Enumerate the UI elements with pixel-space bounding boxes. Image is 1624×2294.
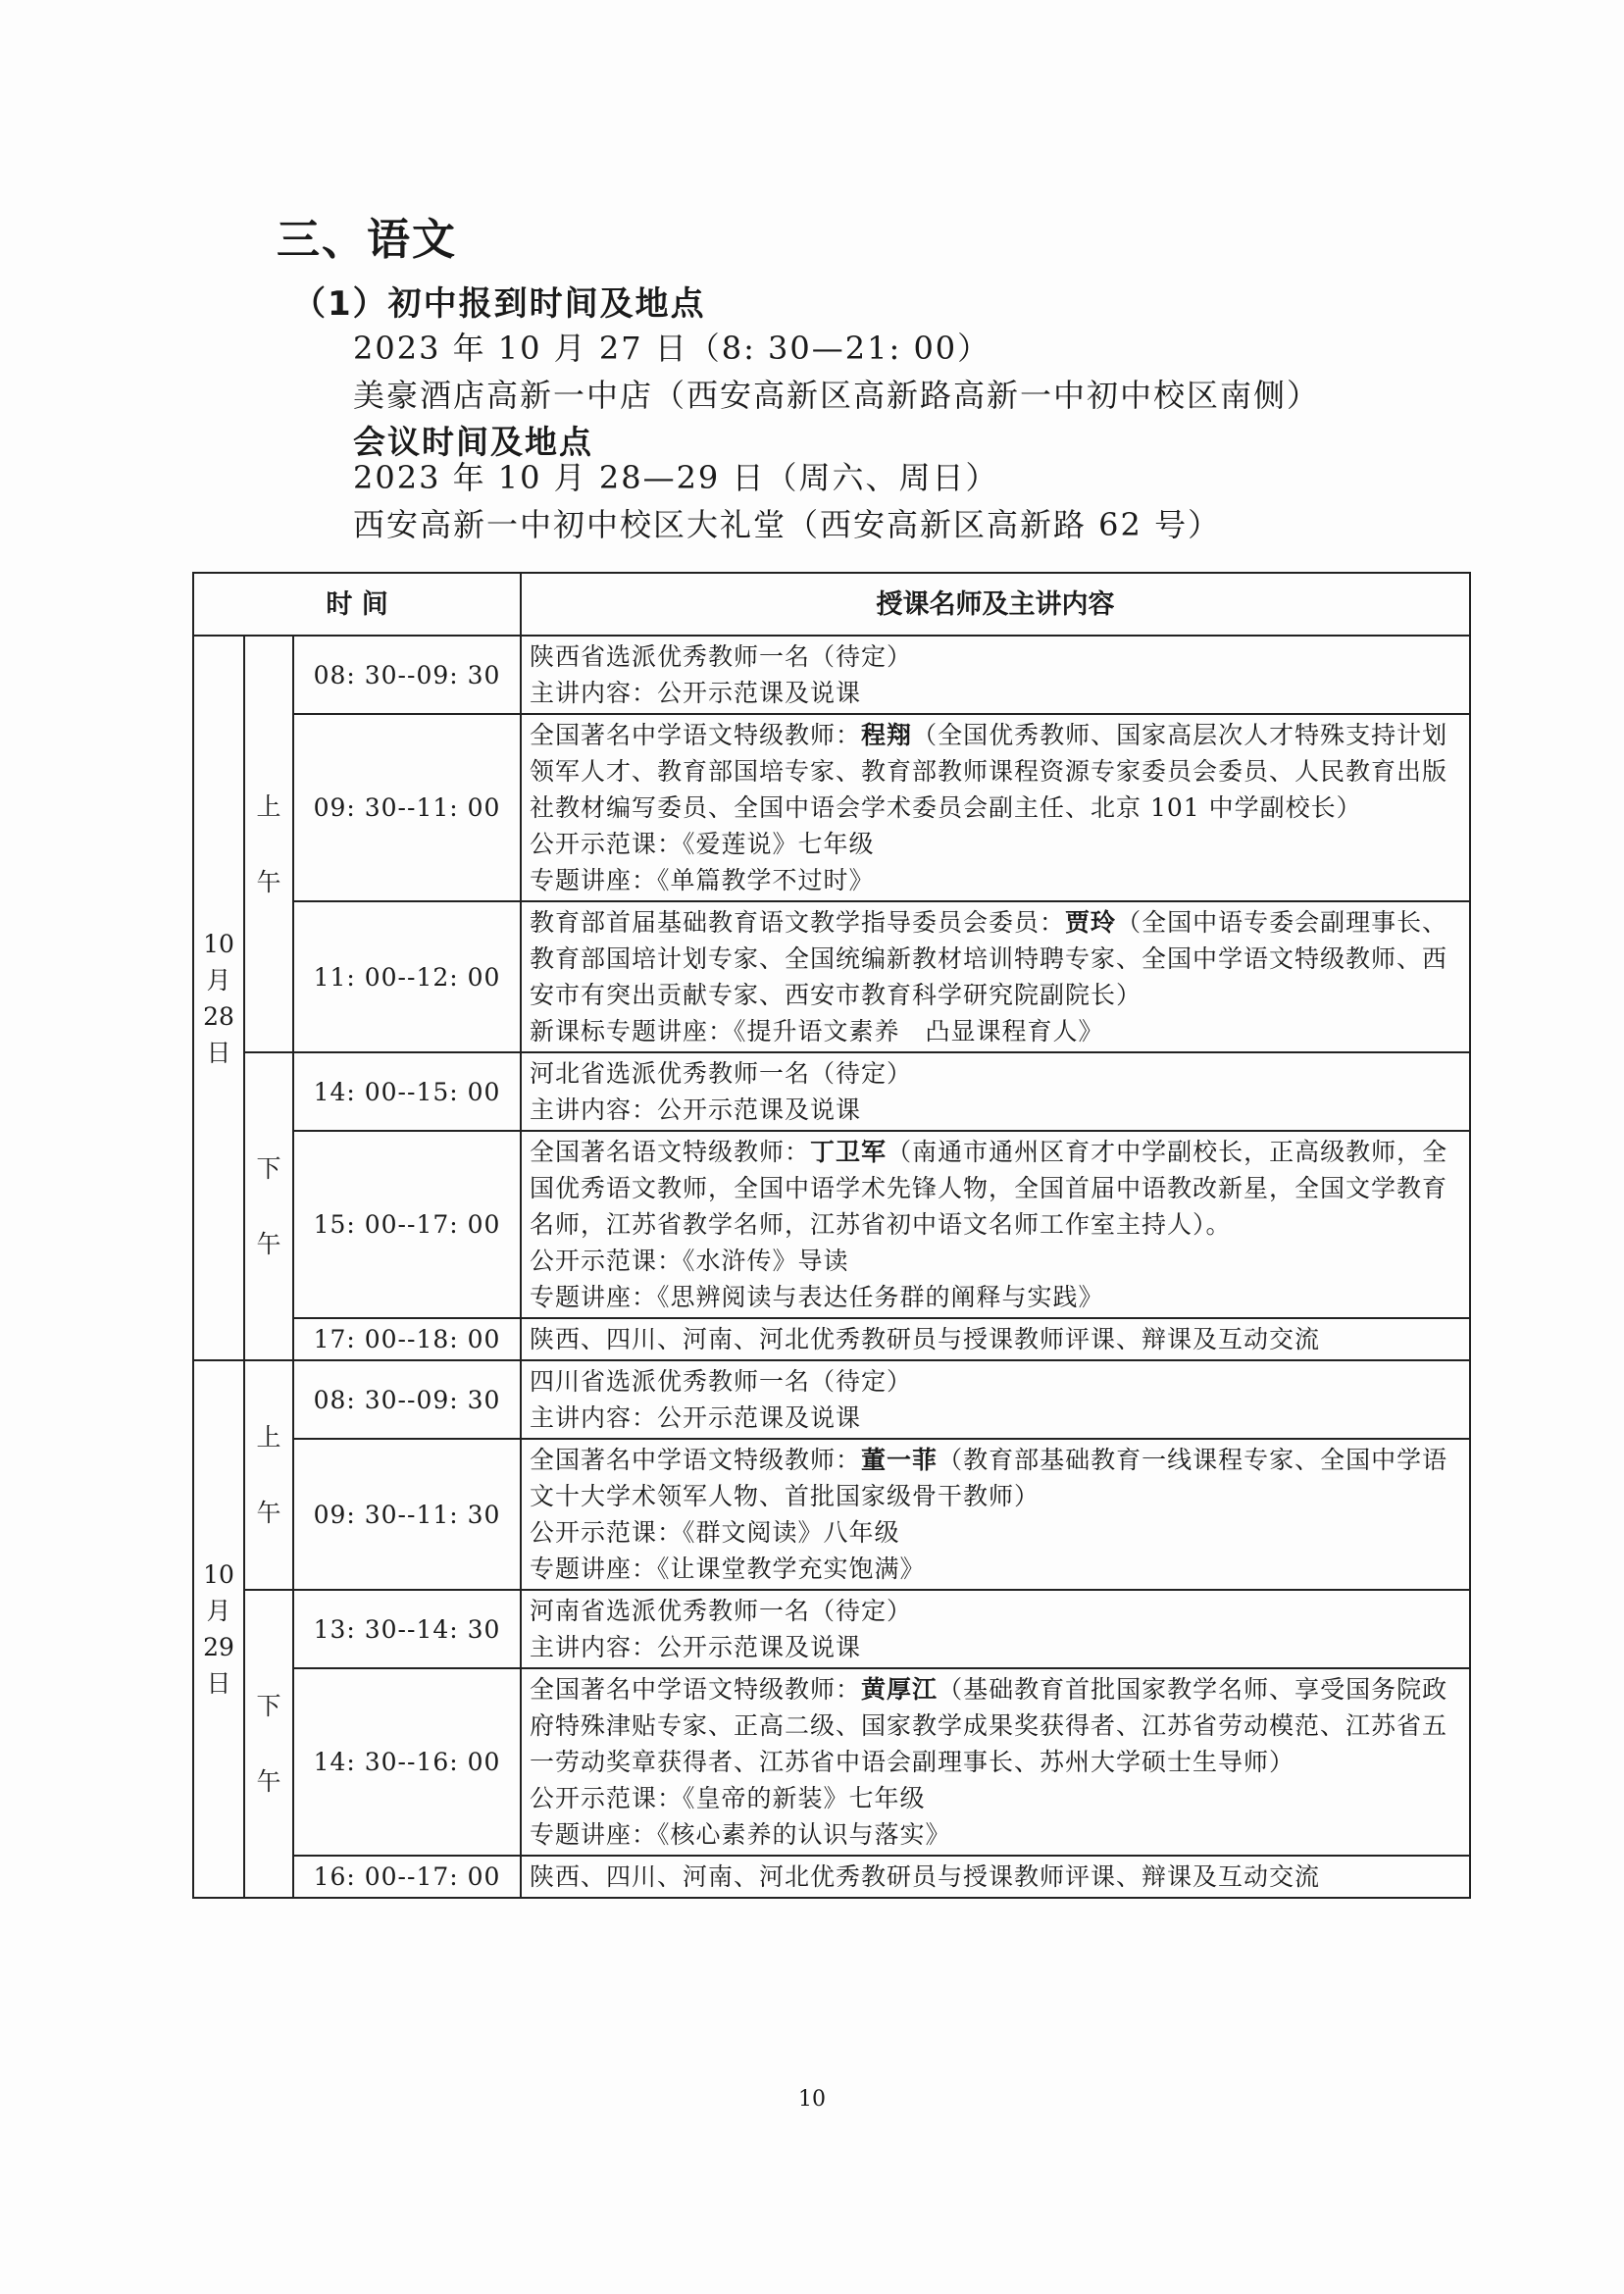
half-day-char: 下 <box>256 1692 281 1720</box>
session-detail: 专题讲座：《单篇教学不过时》 <box>530 866 875 894</box>
header-content: 授课名师及主讲内容 <box>521 573 1470 636</box>
meeting-time: 2023 年 10 月 28—29 日（周六、周日） <box>353 459 999 496</box>
date-char: 10 <box>203 929 234 958</box>
schedule-body <box>193 636 1470 1898</box>
session-lead: 全国著名中学语文特级教师： <box>530 721 862 749</box>
checkin-time: 2023 年 10 月 27 日（8: 30—21: 00） <box>353 330 991 367</box>
session-lead: 河北省选派优秀教师一名（待定） <box>530 1059 913 1088</box>
table-row <box>193 901 1470 1052</box>
session-intro <box>530 904 1461 1013</box>
session-lead: 教育部首届基础教育语文教学指导委员会委员： <box>530 908 1066 937</box>
session-detail: 公开示范课：《皇帝的新装》七年级 <box>530 1784 926 1812</box>
table-row <box>193 1131 1470 1318</box>
header-time: 时 间 <box>193 573 521 636</box>
session-time: 17: 00--18: 00 <box>293 1318 521 1360</box>
session-detail: 专题讲座：《核心素养的认识与落实》 <box>530 1820 951 1849</box>
table-row <box>193 636 1470 714</box>
session-intro <box>530 1859 1461 1895</box>
date-cell <box>193 1360 244 1898</box>
teacher-name: 丁卫军 <box>810 1138 888 1166</box>
date-char: 29 <box>203 1633 234 1661</box>
session-detail: 主讲内容：公开示范课及说课 <box>530 1403 862 1432</box>
half-day-char: 午 <box>256 1767 281 1796</box>
teacher-bio: （南通市通州区育才中学副校长，正高级教师，全国优秀语文教师，全国中语学术先锋人物，全国首届中语教改新星，全国文学教育名师，江苏省教学名师，江苏省初中语文名师工作室主持人）。 <box>530 1138 1448 1239</box>
session-time: 11: 00--12: 00 <box>293 901 521 1052</box>
session-intro <box>530 717 1461 826</box>
session-lead: 陕西省选派优秀教师一名（待定） <box>530 642 913 671</box>
session-time: 14: 00--15: 00 <box>293 1052 521 1131</box>
page-number: 10 <box>798 2087 826 2112</box>
session-lead: 四川省选派优秀教师一名（待定） <box>530 1367 913 1396</box>
table-header-row <box>193 573 1470 636</box>
date-char: 月 <box>206 965 231 994</box>
half-day-char: 午 <box>256 867 281 896</box>
session-detail: 主讲内容：公开示范课及说课 <box>530 1096 862 1124</box>
session-intro <box>530 1671 1461 1780</box>
teacher-name: 董一菲 <box>861 1446 939 1474</box>
session-time: 16: 00--17: 00 <box>293 1856 521 1898</box>
schedule-table <box>192 572 1471 1899</box>
session-time: 09: 30--11: 30 <box>293 1439 521 1590</box>
half-day-char: 上 <box>256 1423 281 1452</box>
session-detail: 公开示范课：《爱莲说》七年级 <box>530 830 875 858</box>
session-content <box>521 1360 1470 1439</box>
session-content <box>521 1668 1470 1856</box>
session-intro <box>530 1055 1461 1092</box>
session-content <box>521 636 1470 714</box>
session-detail: 主讲内容：公开示范课及说课 <box>530 679 862 707</box>
meeting-label: 会议时间及地点 <box>353 423 593 461</box>
teacher-bio: （基础教育首批国家教学名师、享受国务院政府特殊津贴专家、正高二级、国家教学成果奖获得者、江苏省劳动模范、江苏省五一劳动奖章获得者、江苏省中语会副理事长、苏州大学硕士生导师） <box>530 1675 1448 1776</box>
half-day-char: 午 <box>256 1230 281 1258</box>
session-intro <box>530 1134 1461 1243</box>
session-content <box>521 1318 1470 1360</box>
teacher-name: 黄厚江 <box>861 1675 939 1704</box>
session-detail: 主讲内容：公开示范课及说课 <box>530 1633 862 1661</box>
date-char: 日 <box>206 1669 231 1698</box>
half-day-cell <box>244 1360 293 1590</box>
teacher-bio: （全国优秀教师、国家高层次人才特殊支持计划领军人才、教育部国培专家、教育部教师课程资源专家委员会委员、人民教育出版社教材编写委员、全国中语会学术委员会副主任、北京 101 中学副校长） <box>530 721 1448 822</box>
date-char: 10 <box>203 1560 234 1589</box>
session-intro <box>530 1442 1461 1514</box>
session-time: 14: 30--16: 00 <box>293 1668 521 1856</box>
session-lead: 全国著名中学语文特级教师： <box>530 1446 862 1474</box>
session-detail: 新课标专题讲座：《提升语文素养 凸显课程育人》 <box>530 1017 1104 1045</box>
table-row <box>193 1052 1470 1131</box>
session-detail: 公开示范课：《水浒传》导读 <box>530 1247 849 1275</box>
table-row <box>193 1668 1470 1856</box>
session-intro <box>530 1593 1461 1629</box>
date-char: 日 <box>206 1038 231 1067</box>
session-lead: 陕西、四川、河南、河北优秀教研员与授课教师评课、辩课及互动交流 <box>530 1862 1321 1891</box>
session-content <box>521 714 1470 901</box>
table-row <box>193 1360 1470 1439</box>
session-time: 08: 30--09: 30 <box>293 636 521 714</box>
subsection-title: （1）初中报到时间及地点 <box>292 284 706 324</box>
session-detail: 专题讲座：《让课堂教学充实饱满》 <box>530 1555 926 1583</box>
date-char: 28 <box>203 1001 234 1031</box>
session-lead: 全国著名中学语文特级教师： <box>530 1675 862 1704</box>
date-char: 月 <box>206 1597 231 1625</box>
session-time: 08: 30--09: 30 <box>293 1360 521 1439</box>
teacher-bio: （教育部基础教育一线课程专家、全国中学语文十大学术领军人物、首批国家级骨干教师） <box>530 1446 1448 1510</box>
table-row <box>193 1439 1470 1590</box>
session-content <box>521 1590 1470 1668</box>
session-time: 15: 00--17: 00 <box>293 1131 521 1318</box>
session-content <box>521 901 1470 1052</box>
half-day-char: 午 <box>256 1499 281 1527</box>
half-day-char: 下 <box>256 1154 281 1183</box>
table-row <box>193 1318 1470 1360</box>
table-row <box>193 1856 1470 1898</box>
meeting-place: 西安高新一中初中校区大礼堂（西安高新区高新路 62 号） <box>353 506 1222 543</box>
session-content <box>521 1439 1470 1590</box>
half-day-char: 上 <box>256 791 281 821</box>
session-lead: 陕西、四川、河南、河北优秀教研员与授课教师评课、辩课及互动交流 <box>530 1325 1321 1353</box>
session-content <box>521 1131 1470 1318</box>
half-day-cell <box>244 636 293 1052</box>
session-time: 13: 30--14: 30 <box>293 1590 521 1668</box>
half-day-cell <box>244 1052 293 1360</box>
table-row <box>193 714 1470 901</box>
session-lead: 河南省选派优秀教师一名（待定） <box>530 1597 913 1625</box>
half-day-cell <box>244 1590 293 1898</box>
table-row <box>193 1590 1470 1668</box>
session-detail: 专题讲座：《思辨阅读与表达任务群的阐释与实践》 <box>530 1283 1104 1311</box>
session-intro <box>530 1363 1461 1400</box>
session-content <box>521 1856 1470 1898</box>
teacher-bio: （全国中语专委会副理事长、教育部国培计划专家、全国统编新教材培训特聘专家、全国中学语文特级教师、西安市有突出贡献专家、西安市教育科学研究院副院长） <box>530 908 1448 1009</box>
teacher-name: 程翔 <box>861 721 913 749</box>
session-intro <box>530 638 1461 675</box>
teacher-name: 贾玲 <box>1065 908 1117 937</box>
session-detail: 公开示范课：《群文阅读》八年级 <box>530 1518 900 1547</box>
date-cell <box>193 636 244 1360</box>
session-intro <box>530 1321 1461 1357</box>
session-time: 09: 30--11: 00 <box>293 714 521 901</box>
section-title: 三、语文 <box>277 215 457 265</box>
session-lead: 全国著名语文特级教师： <box>530 1138 811 1166</box>
checkin-place: 美豪酒店高新一中店（西安高新区高新路高新一中初中校区南侧） <box>353 377 1321 414</box>
session-content <box>521 1052 1470 1131</box>
